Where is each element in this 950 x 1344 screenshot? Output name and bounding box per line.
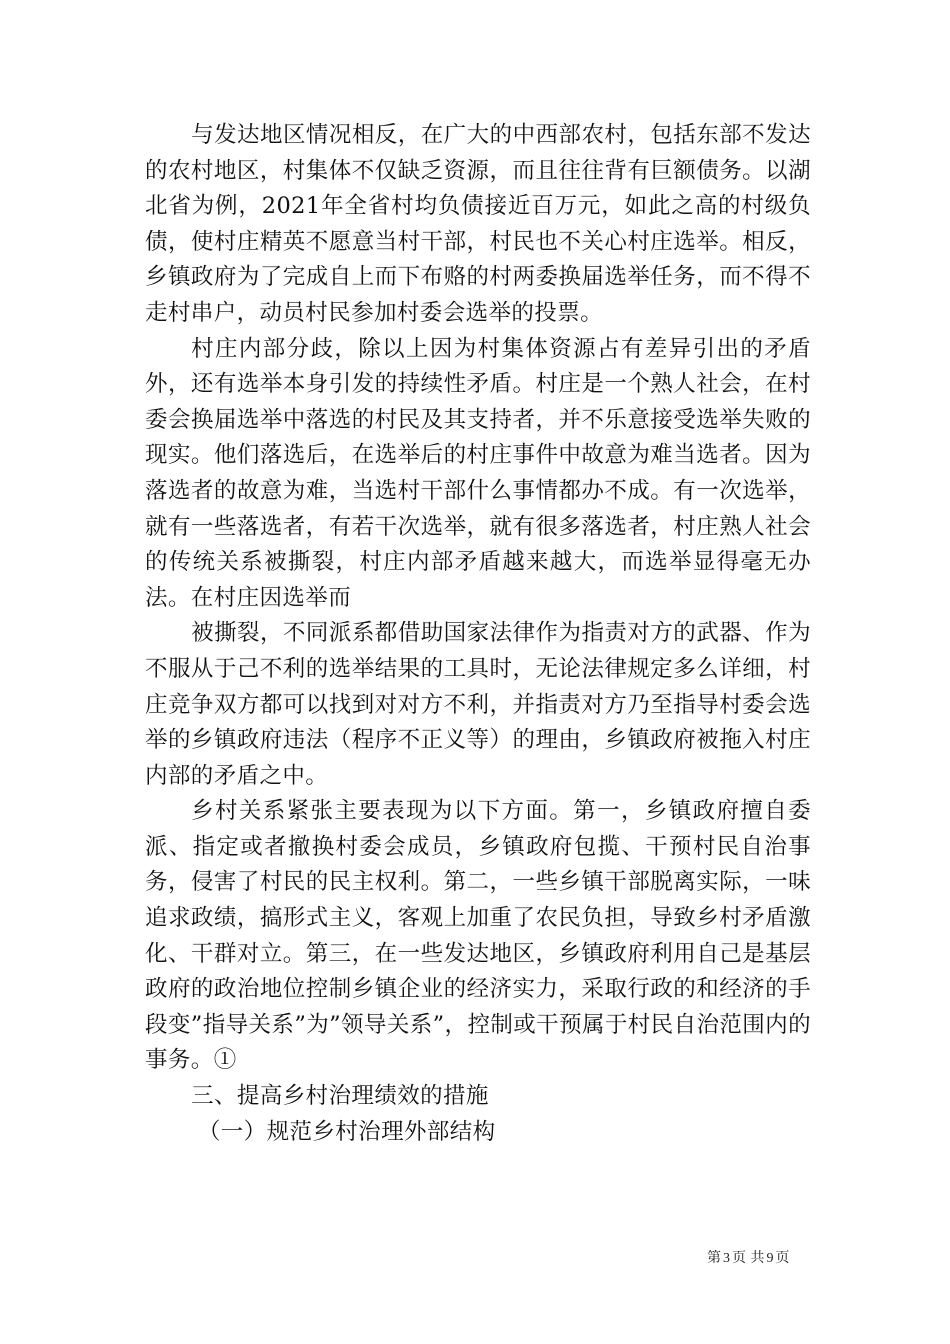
- section-heading: 三、提高乡村治理绩效的措施: [191, 1083, 489, 1110]
- page-footer: [707, 1249, 789, 1268]
- footer-suffix: 页: [775, 1250, 790, 1266]
- footer-middle: 页 共: [732, 1250, 765, 1266]
- footer-prefix: 第: [707, 1250, 721, 1266]
- footer-current-page: 3: [723, 1251, 730, 1266]
- paragraph-3: 被撕裂，不同派系都借助国家法律作为指责对方的武器、作为不服从于己不利的选举结果的工具时，无论法律规定多么详细，村庄竞争双方都可以找到对对方不利，并指责对方乃至指导村委会选举的乡镇政府违法（程序不正义等）的理由，乡镇政府被拖入村庄内部的矛盾之中。: [145, 620, 811, 789]
- section-subheading: （一）规范乡村治理外部结构: [197, 1118, 496, 1145]
- paragraph-1: 与发达地区情况相反，在广大的中西部农村，包括东部不发达的农村地区，村集体不仅缺乏资源，而且往往背有巨额债务。以湖北省为例，2021年全省村均负债接近百万元，如此之高的村级负债，使村庄精英不愿意当村干部，村民也不关心村庄选举。相反，乡镇政府为了完成自上而下布赂的村两委换届选举任务，而不得不走村串户，动员村民参加村委会选举的投票。: [145, 122, 811, 326]
- paragraph-4: 乡村关系紧张主要表现为以下方面。第一，乡镇政府擅自委派、指定或者撤换村委会成员，乡镇政府包揽、干预村民自治事务，侵害了村民的民主权利。第二，一些乡镇干部脱离实际，一味追求政绩，搞形式主义，客观上加重了农民负担，导致乡村矛盾激化、干群对立。第三，在一些发达地区，乡镇政府利用自己是基层政府的政治地位控制乡镇企业的经济实力，采取行政的和经济的手段变”指导关系”为”领导关系”，控制或干预属于村民自治范围内的事务。①: [145, 798, 811, 1074]
- document-body: [145, 118, 811, 1150]
- footer-total-pages: 9: [766, 1251, 774, 1266]
- paragraph-2: 村庄内部分歧，除以上因为村集体资源占有差异引出的矛盾外，还有选举本身引发的持续性矛盾。村庄是一个熟人社会，在村委会换届选举中落选的村民及其支持者，并不乐意接受选举失败的现实。他们落选后，在选举后的村庄事件中故意为难当选者。因为落选者的故意为难，当选村干部什么事情都办不成。有一次选举，就有一些落选者，有若干次选举，就有很多落选者，村庄熟人社会的传统关系被撕裂，村庄内部矛盾越来越大，而选举显得毫无办法。在村庄因选举而: [145, 335, 811, 611]
